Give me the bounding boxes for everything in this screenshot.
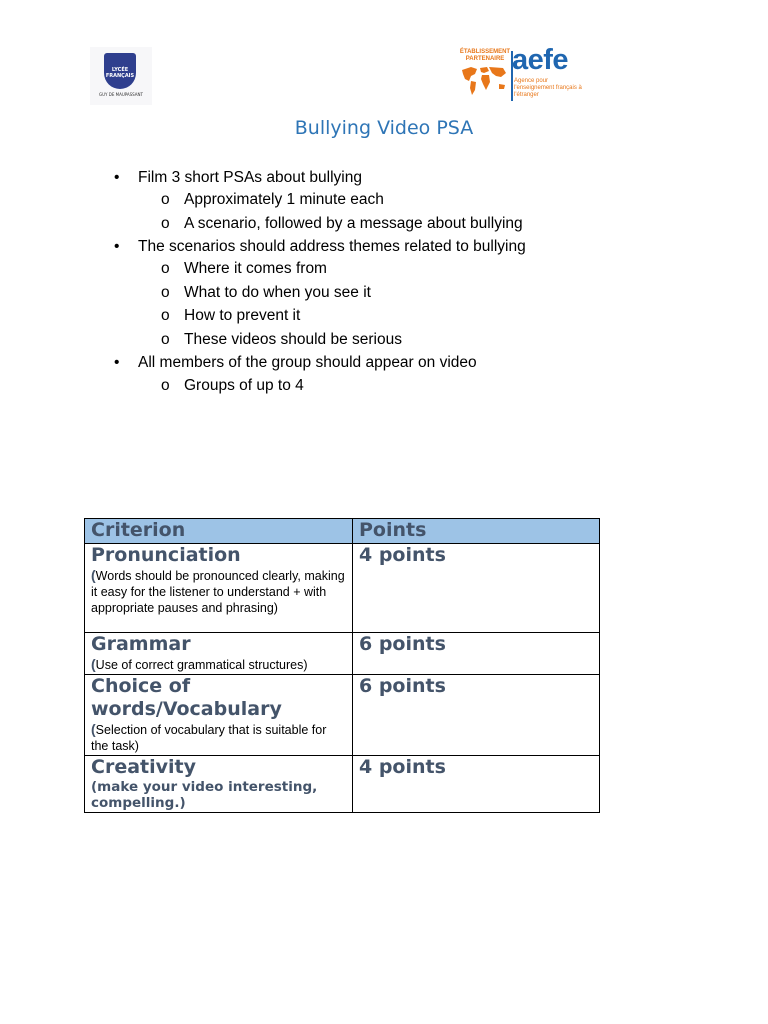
paren-mark: ( [91,721,96,737]
table-row [85,633,600,675]
criterion-description: (make your video interesting, compelling.) [91,779,318,811]
points-header: Points [359,519,427,541]
crest-icon [104,53,136,89]
points-cell [353,633,600,675]
list-item: How to prevent it [184,307,301,324]
description-text: Words should be pronounced clearly, making it easy for the listener to understand + with appropriate pauses and phrasing) [91,569,345,615]
criterion-description [91,567,346,616]
table-row [85,756,600,813]
criterion-name: Pronunciation [91,544,241,566]
list-item: Approximately 1 minute each [184,191,384,208]
aefe-brand: aefe [512,44,569,76]
table-header-row [85,519,600,544]
list-item: Where it comes from [184,260,327,277]
sub-bullet-marker: o [161,215,170,232]
criterion-name: Creativity [91,756,196,778]
points-value: 6 points [359,675,446,697]
world-map-icon [459,64,509,98]
list-item: A scenario, followed by a message about bullying [184,215,523,232]
sub-bullet-marker: o [161,331,170,348]
aefe-subtitle: Agence pour l'enseignement français à l'étranger [514,78,582,98]
sub-bullet-marker: o [161,307,170,324]
points-cell [353,544,600,633]
table-row [85,544,600,633]
rubric-table [84,518,600,813]
paren-mark: ( [91,567,96,583]
criterion-cell [85,675,353,756]
bullet-marker: • [114,354,120,371]
criterion-description [91,656,346,673]
sub-bullet-marker: o [161,377,170,394]
criterion-description [91,721,346,754]
bullet-marker: • [114,169,120,186]
aefe-partner-label: ÉTABLISSEMENT PARTENAIRE [459,49,511,62]
crest-text: LYCÉE FRANÇAIS [105,67,135,79]
criterion-header: Criterion [91,519,186,541]
list-item: What to do when you see it [184,284,371,301]
header-cell-criterion [85,519,353,544]
description-text: Use of correct grammatical structures) [95,658,308,672]
points-value: 4 points [359,544,446,566]
criterion-name: Choice of words/Vocabulary [91,675,282,720]
list-item: The scenarios should address themes related to bullying [138,238,526,255]
sub-bullet-marker: o [161,260,170,277]
list-item: Groups of up to 4 [184,377,304,394]
bullet-marker: • [114,238,120,255]
lycee-francais-logo [90,47,152,105]
sub-bullet-marker: o [161,284,170,301]
points-cell [353,675,600,756]
aefe-logo [458,44,588,104]
paren-mark: ( [91,656,96,672]
criterion-name: Grammar [91,633,191,655]
table-row [85,675,600,756]
page-title: Bullying Video PSA [294,117,474,139]
description-text: Selection of vocabulary that is suitable for the task) [91,723,327,753]
header-cell-points [353,519,600,544]
list-item: These videos should be serious [184,331,402,348]
criterion-cell [85,756,353,813]
criterion-cell [85,633,353,675]
logo-caption: GUY DE MAUPASSANT [99,92,143,97]
sub-bullet-marker: o [161,191,170,208]
points-value: 6 points [359,633,446,655]
list-item: All members of the group should appear on video [138,354,477,371]
list-item: Film 3 short PSAs about bullying [138,169,362,186]
criterion-cell [85,544,353,633]
points-value: 4 points [359,756,446,778]
points-cell [353,756,600,813]
